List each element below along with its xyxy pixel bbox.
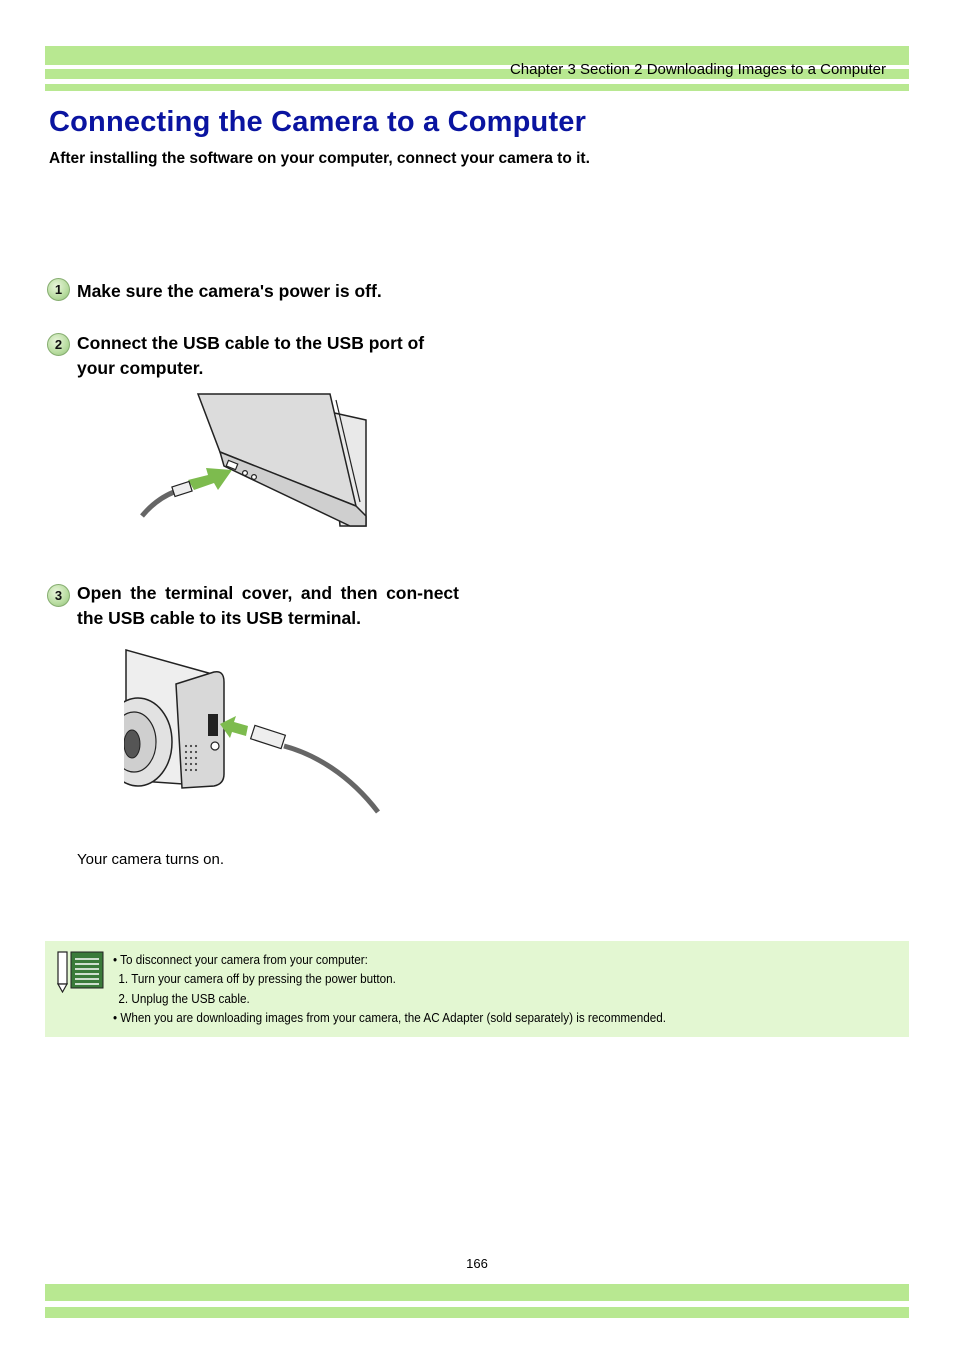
note-box bbox=[45, 941, 909, 1037]
note-line: 1. Turn your camera off by pressing the power button. bbox=[118, 971, 396, 987]
step-1-number-badge: 1 bbox=[47, 278, 70, 301]
note-line: • To disconnect your camera from your computer: bbox=[113, 952, 368, 967]
page-subtitle: After installing the software on your computer, connect your camera to it. bbox=[49, 150, 590, 167]
footer-band-top bbox=[45, 1284, 909, 1301]
step-3-text: Open the terminal cover, and then con-nect the USB cable to its USB terminal. bbox=[77, 583, 459, 628]
step-2-text: Connect the USB cable to the USB port of your computer. bbox=[77, 333, 425, 378]
footer-band-bottom bbox=[45, 1307, 909, 1318]
section-breadcrumb: Chapter 3 Section 2 Downloading Images to a Computer bbox=[509, 61, 886, 78]
step-2-number-badge: 2 bbox=[47, 333, 70, 356]
camera-usb-illustration bbox=[124, 646, 384, 816]
page-number: 166 bbox=[466, 1256, 488, 1271]
header-band-bottom bbox=[45, 84, 909, 91]
memo-pencil-icon bbox=[57, 951, 107, 993]
result-text: Your camera turns on. bbox=[77, 851, 225, 868]
note-line: • When you are downloading images from your camera, the AC Adapter (sold separately) is recommended. bbox=[113, 1009, 666, 1025]
note-text bbox=[113, 950, 666, 1027]
laptop-usb-illustration bbox=[140, 392, 370, 532]
step-1-text: Make sure the camera's power is off. bbox=[77, 281, 382, 301]
note-line: 2. Unplug the USB cable. bbox=[118, 990, 250, 1006]
step-3-number-badge: 3 bbox=[47, 584, 70, 607]
page-title: Connecting the Camera to a Computer bbox=[49, 106, 587, 138]
